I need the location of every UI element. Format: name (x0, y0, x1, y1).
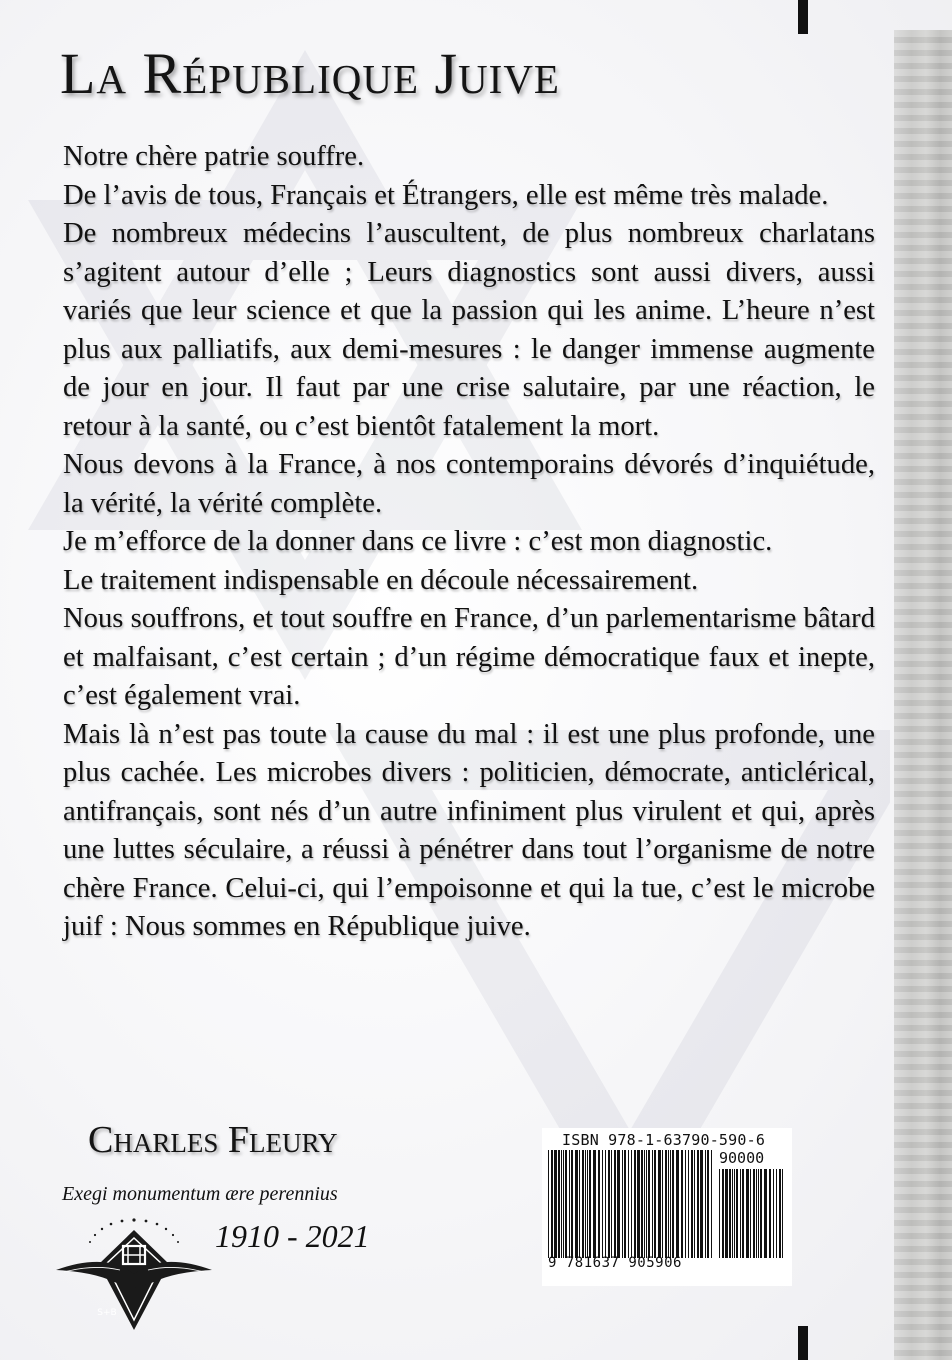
blurb-paragraph: Mais là n’est pas toute la cause du mal : il est une plus profonde, une plus cachée. Les microbes divers : politicien, démocrate, anticlérical, antifrançais, sont nés d’un autre infiniment plus virulent et qui, après une luttes séculaire, a réussi à pénétrer dans tout l’organisme de notre chère France. Celui-ci, qui l’empoisonne et qui la tue, c’est le microbe juif : Nous sommes en République juive. (63, 718, 875, 942)
emblem-mark: S+B (97, 1308, 117, 1318)
years: 1910 - 2021 (215, 1218, 370, 1254)
barcode-icon (548, 1150, 714, 1258)
blurb-paragraph: Nous devons à la France, à nos contemporains dévorés d’inquiétude, la vérité, la vérité complète. (63, 449, 875, 519)
blurb-paragraph: Nous souffrons, et tout souffre en France, d’un parlementarisme bâtard et malfaisant, c’est certain ; d’un régime démocratique faux et inepte, c’est également vrai. (63, 603, 875, 711)
eagle-emblem-icon (54, 1212, 214, 1332)
marble-edge (894, 30, 952, 1360)
price-code: 90000 (719, 1149, 765, 1167)
blurb-paragraph: Notre chère patrie souffre. (63, 141, 365, 172)
book-title: La République Juive (60, 41, 560, 106)
motto: Exegi monumentum ære perennius (62, 1183, 338, 1205)
blurb (63, 138, 875, 947)
isbn-digits: 9 781637 905906 (548, 1255, 682, 1271)
blurb-paragraph: De nombreux médecins l’auscultent, de plus nombreux charlatans s’agitent autour d’elle ; Leurs diagnostics sont aussi divers, aussi variés que leur science et que la passion qui les anime. L’heure n’est plus aux palliatifs, aux demi-mesures : le danger immense augmente de jour en jour. Il faut par une crise salutaire, par une réaction, le retour à la santé, ou c’est bientôt fatalement la mort. (63, 218, 875, 442)
blurb-paragraph: Je m’efforce de la donner dans ce livre : c’est mon diagnostic. (63, 526, 773, 557)
isbn-label: ISBN 978-1-63790-590-6 (562, 1131, 766, 1149)
blurb-paragraph: De l’avis de tous, Français et Étrangers, elle est même très malade. (63, 179, 829, 211)
author-name: Charles Fleury (88, 1119, 338, 1161)
blurb-paragraph: Le traitement indispensable en découle nécessairement. (63, 564, 699, 596)
addon-barcode-icon (719, 1169, 785, 1258)
